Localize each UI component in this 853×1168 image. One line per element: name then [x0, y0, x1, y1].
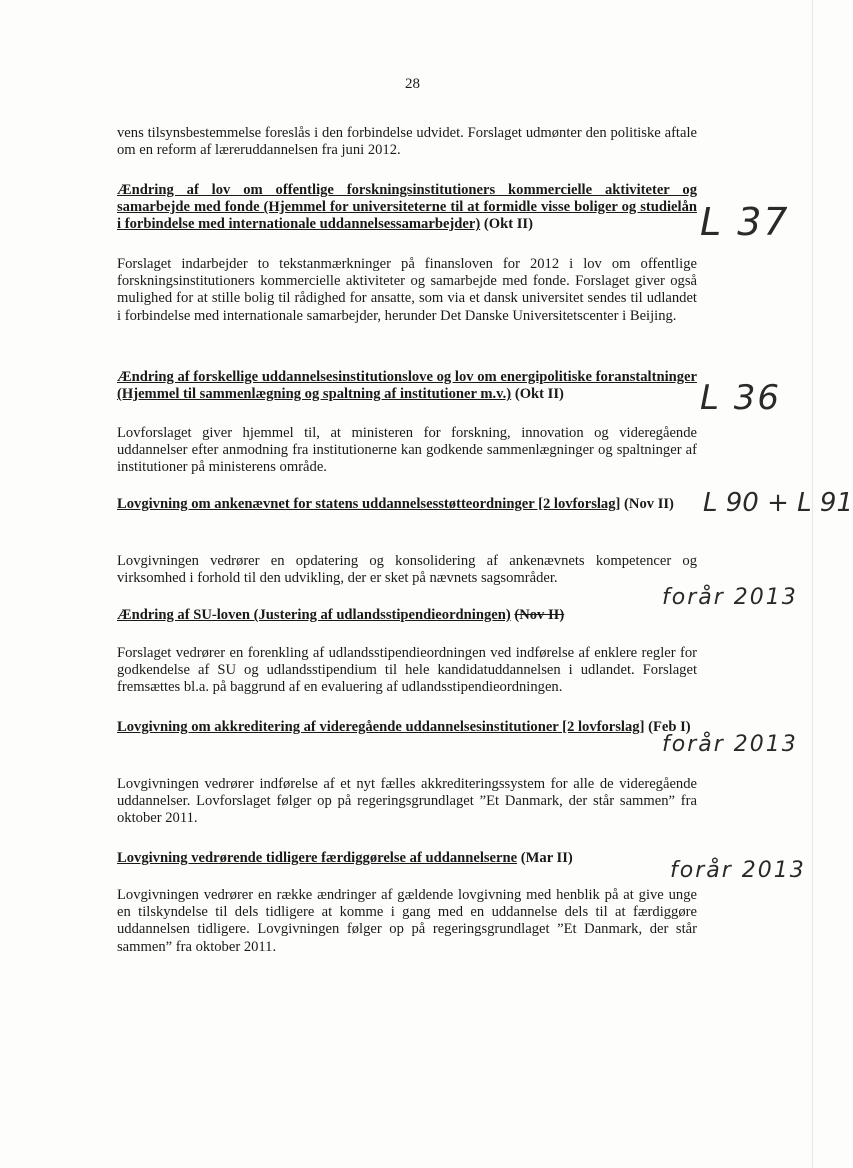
page-number: 28	[405, 76, 420, 92]
section-4-body	[117, 645, 697, 697]
handwritten-note-l36: L 36	[700, 378, 782, 418]
section-6-heading	[117, 850, 697, 867]
section-3-text: Lovgivningen vedrører en opdatering og konsolidering af ankenævnets kompetencer og virksomhed i forhold til den udvikling, der er sket på nævnets sagsområder.	[117, 553, 697, 587]
section-1-heading	[117, 182, 697, 234]
section-6-timing: (Mar II)	[520, 850, 573, 866]
handwritten-note-forar-2013-2: forår 2013	[662, 732, 798, 757]
handwritten-note-l37: L 37	[700, 200, 790, 244]
section-2-text: Lovforslaget giver hjemmel til, at ministeren for forskning, innovation og videregående uddannelser efter anmodning fra institutionerne kan godkende sammenlægninger og spaltninger af institutioner på ministerens område.	[117, 425, 697, 476]
section-4-text: Forslaget vedrører en forenkling af udlandsstipendieordningen ved indførelse af enklere regler for godkendelse af SU og udlandsstipendium til hele kandidatuddannelsen i udlandet. Forslaget fremsættes bl.a. på baggrund af en evaluering af udlandsstipendieordningen.	[117, 645, 697, 696]
section-3-heading	[117, 496, 697, 513]
intro-text: vens tilsynsbestemmelse foreslås i den forbindelse udvidet. Forslaget udmønter den politiske aftale om en reform af læreruddannelsen fra juni 2012.	[117, 125, 697, 159]
section-6-text: Lovgivningen vedrører en række ændringer af gældende lovgivning med henblik på at give unge en tilskyndelse til dels tidligere at komme i gang med en uddannelse dels til at færdiggøre uddannelsen tidligere. Lovgivningen følger op på regeringsgrundlaget ”Et Danmark, der står sammen” fra oktober 2011.	[117, 887, 697, 955]
section-5-body	[117, 776, 697, 828]
intro-paragraph	[117, 125, 697, 159]
section-4-heading	[117, 607, 697, 624]
section-2-body	[117, 425, 697, 477]
section-2-timing: (Okt II)	[514, 386, 564, 403]
section-4-timing: (Nov II)	[514, 607, 565, 623]
handwritten-note-forar-2013-1: forår 2013	[662, 585, 798, 610]
handwritten-note-l90-l91: L 90 + L 91	[703, 488, 853, 518]
handwritten-note-forar-2013-3: forår 2013	[670, 858, 806, 883]
section-3-title: Lovgivning om ankenævnet for statens uddannelsesstøtteordninger [2 lovforslag]	[117, 496, 621, 512]
section-6-title: Lovgivning vedrørende tidligere færdiggørelse af uddannelserne	[117, 850, 518, 866]
section-2-title: Ændring af forskellige uddannelsesinstitutionslove og lov om energipolitiske foranstaltninger (Hjemmel til sammenlægning og spaltning af institutioner m.v.)	[117, 369, 697, 403]
scan-edge-line	[812, 0, 813, 1168]
section-1-body	[117, 256, 697, 325]
section-2-heading	[117, 369, 697, 403]
section-5-timing: (Feb I)	[648, 719, 691, 735]
section-5-heading	[117, 719, 697, 736]
section-1-text: Forslaget indarbejder to tekstanmærkninger på finansloven for 2012 i lov om offentlige forskningsinstitutioners kommercielle aktiviteter og samarbejde med fonde. Forslaget giver også mulighed for at stille bolig til rådighed for ansatte, som via et dansk universitet sendes til udlandet i forbindelse med internationale samarbejder, herunder Det Danske Universitetscenter i Beijing.	[117, 256, 697, 324]
section-4-title: Ændring af SU-loven (Justering af udlandsstipendieordningen)	[117, 607, 511, 623]
section-1-timing: (Okt II)	[483, 216, 533, 233]
section-6-body	[117, 887, 697, 956]
section-5-text: Lovgivningen vedrører indførelse af et nyt fælles akkrediteringssystem for alle de videregående uddannelser. Lovforslaget følger op på regeringsgrundlaget ”Et Danmark, der står sammen” fra oktober 2011.	[117, 776, 697, 827]
section-3-timing: (Nov II)	[624, 496, 674, 512]
section-5-title: Lovgivning om akkreditering af videregående uddannelsesinstitutioner [2 lovforslag]	[117, 719, 645, 735]
section-3-body	[117, 553, 697, 587]
section-1-title: Ændring af lov om offentlige forskningsinstitutioners kommercielle aktiviteter og samarbejde med fonde (Hjemmel for universiteterne til at formidle visse boliger og studielån i forbindelse med internationale uddannelsessamarbejder)	[117, 182, 697, 233]
